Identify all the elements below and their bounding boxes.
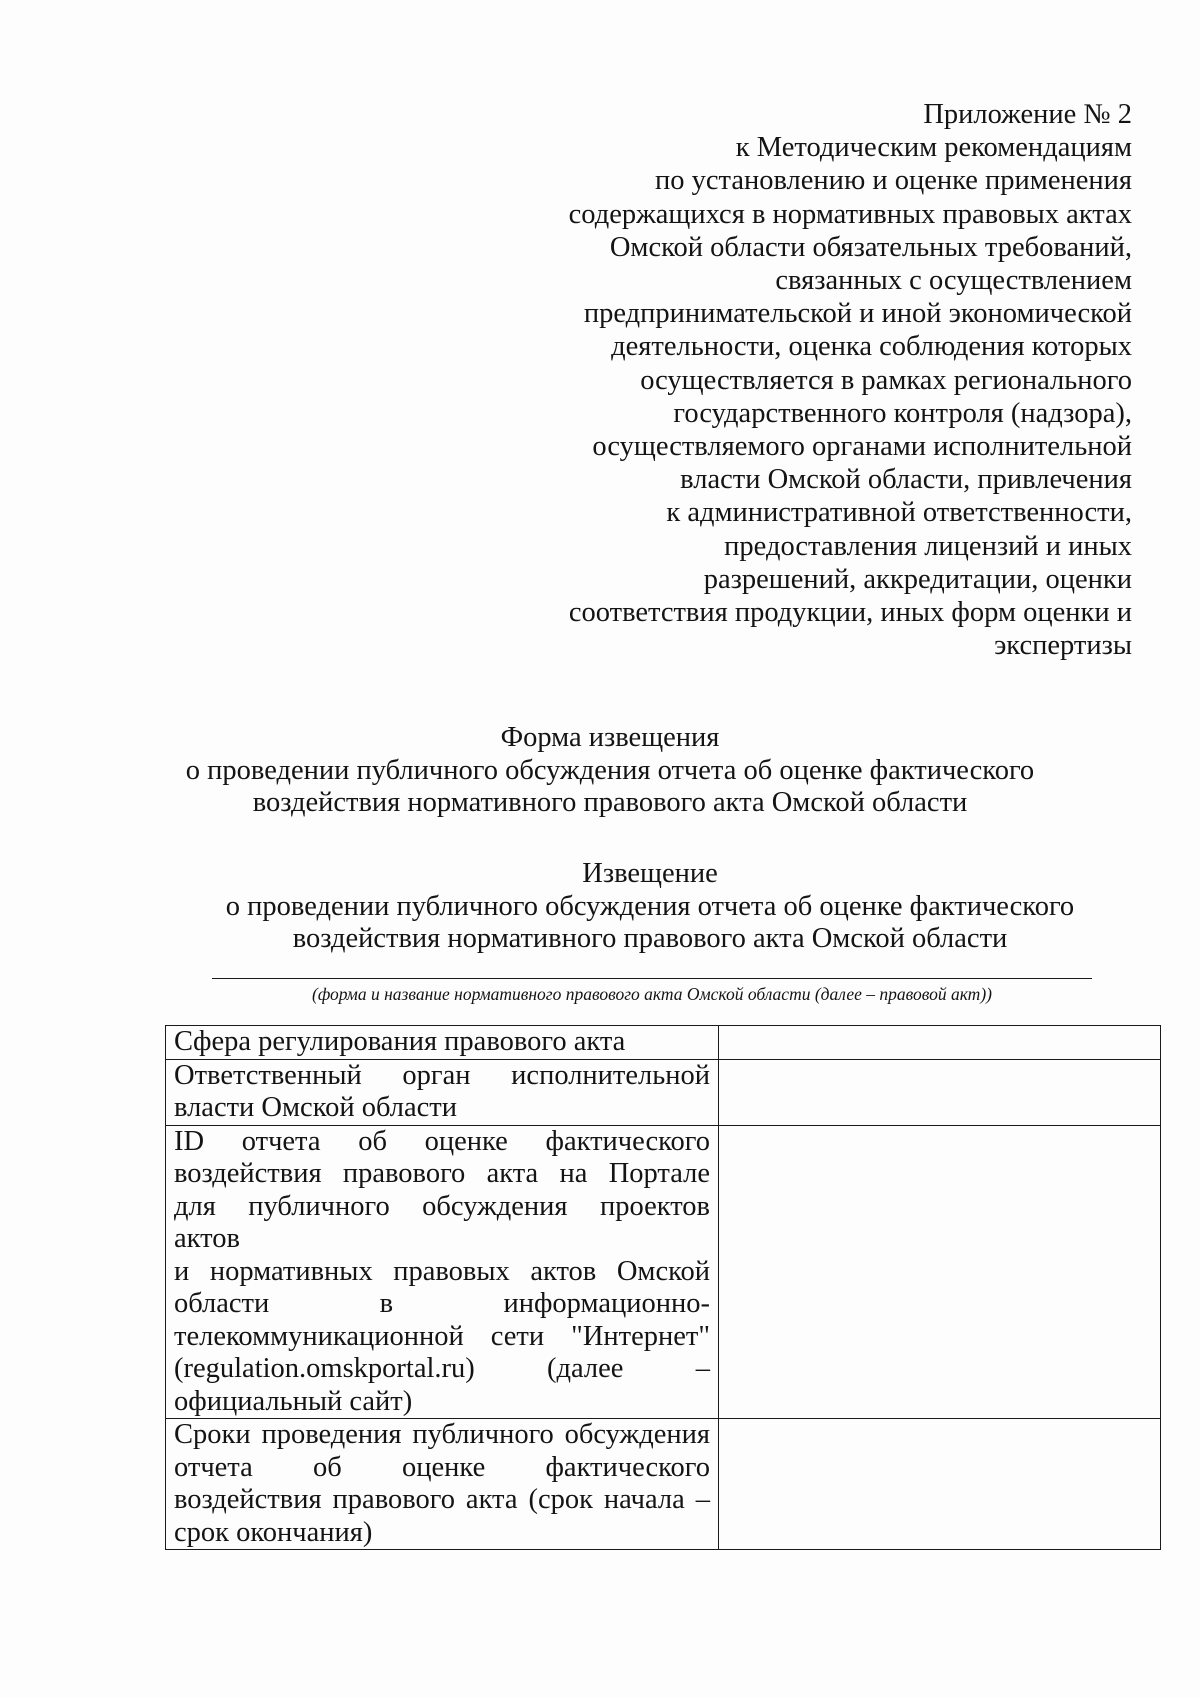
label-line: и нормативных правовых актов Омской xyxy=(174,1255,710,1287)
label-line: ID отчета об оценке фактического xyxy=(174,1125,710,1157)
appendix-line: предпринимательской и иной экономической xyxy=(583,298,1132,330)
notice-heading xyxy=(190,858,1110,956)
form-heading xyxy=(150,722,1070,820)
label-line: области в информационно- xyxy=(174,1288,710,1319)
appendix-line: содержащихся в нормативных правовых актах xyxy=(568,198,1132,230)
table-label-cell xyxy=(166,1419,719,1550)
table-row xyxy=(166,1059,1161,1125)
notice-title: Извещение xyxy=(582,858,718,889)
table-value-cell xyxy=(719,1059,1161,1125)
label-line: Ответственный орган исполнительной xyxy=(174,1059,710,1091)
label-line: воздействия правового акта (срок начала – xyxy=(174,1484,710,1515)
appendix-line: государственного контроля (надзора), xyxy=(673,397,1132,429)
notice-subtitle-line: воздействия нормативного правового акта Омской области xyxy=(292,923,1008,954)
table-value-cell xyxy=(719,1125,1161,1419)
notice-details-table xyxy=(165,1025,1161,1550)
appendix-line: деятельности, оценка соблюдения которых xyxy=(611,331,1132,363)
appendix-line: осуществляемого органами исполнительной xyxy=(592,431,1132,463)
table-row xyxy=(166,1026,1161,1060)
label-line: для публичного обсуждения проектов xyxy=(174,1190,710,1222)
label-line: (regulation.omskportal.ru) (далее – xyxy=(174,1353,710,1384)
label-line: власти Омской области xyxy=(174,1092,457,1123)
table-label-cell xyxy=(166,1059,719,1125)
appendix-line: соответствия продукции, иных форм оценки и xyxy=(568,597,1132,629)
table-label-cell xyxy=(166,1125,719,1419)
label-line: Сроки проведения публичного обсуждения xyxy=(174,1419,710,1450)
table-value-cell xyxy=(719,1419,1161,1550)
appendix-header xyxy=(432,98,1132,662)
appendix-line: осуществляется в рамках регионального xyxy=(640,364,1132,396)
label-line: телекоммуникационной сети "Интернет" xyxy=(174,1320,710,1352)
label-line: воздействия правового акта на Портале xyxy=(174,1158,710,1189)
act-name-caption: (форма и название нормативного правового акта Омской области (далее – правовой акт)) xyxy=(312,984,992,1004)
appendix-line: связанных с осуществлением xyxy=(775,265,1132,297)
appendix-line: по установлению и оценке применения xyxy=(655,165,1132,197)
appendix-line: предоставления лицензий и иных xyxy=(724,530,1132,562)
label-line: актов xyxy=(174,1223,240,1254)
label-line: официальный сайт) xyxy=(174,1385,413,1417)
appendix-line: к административной ответственности, xyxy=(666,497,1132,529)
appendix-line: Приложение № 2 xyxy=(923,99,1132,130)
table-row xyxy=(166,1419,1161,1550)
label-line: отчета об оценке фактического xyxy=(174,1451,710,1483)
appendix-line: власти Омской области, привлечения xyxy=(680,464,1132,496)
form-subtitle-line: воздействия нормативного правового акта Омской области xyxy=(252,787,968,818)
label-line: Сфера регулирования правового акта xyxy=(174,1026,626,1057)
label-line: срок окончания) xyxy=(174,1516,373,1548)
act-name-blank-line xyxy=(212,978,1092,979)
appendix-line: к Методическим рекомендациям xyxy=(735,132,1132,164)
appendix-line: Омской области обязательных требований, xyxy=(609,231,1132,263)
form-title: Форма извещения xyxy=(500,722,720,753)
appendix-line: разрешений, аккредитации, оценки xyxy=(703,563,1132,595)
form-subtitle-line: о проведении публичного обсуждения отчета об оценке фактического xyxy=(185,754,1035,786)
table-row xyxy=(166,1125,1161,1419)
notice-subtitle-line: о проведении публичного обсуждения отчета об оценке фактического xyxy=(225,890,1075,922)
table-label-cell xyxy=(166,1026,719,1060)
appendix-line: экспертизы xyxy=(994,630,1132,662)
table-value-cell xyxy=(719,1026,1161,1060)
